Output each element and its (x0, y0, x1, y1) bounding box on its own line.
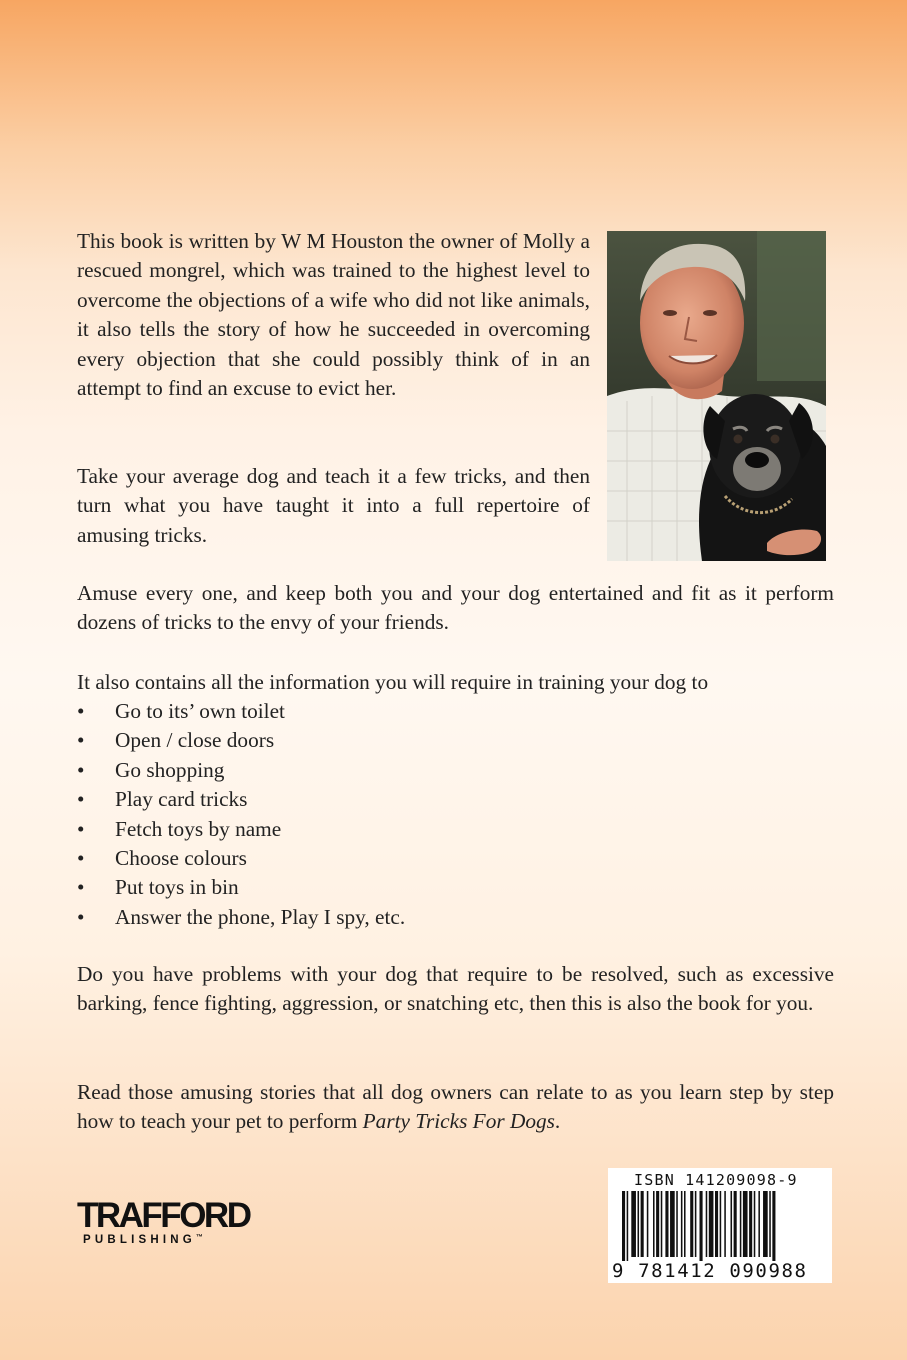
publisher-name: TRAFFORD (77, 1196, 250, 1235)
tricks-paragraph: Take your average dog and teach it a few tricks, and then turn what you have taught it into a full repertoire of amusing tricks. (77, 464, 590, 547)
trafford-publishing-logo (77, 1197, 252, 1257)
bullet-icon: • (77, 699, 85, 723)
list-item: • Go to its’ own toilet (77, 697, 405, 726)
training-list (77, 697, 405, 932)
contents-intro: It also contains all the information you will require in training your dog to (77, 670, 709, 694)
bullet-icon: • (77, 816, 85, 841)
book-title: Party Tricks For Dogs (362, 1109, 555, 1134)
list-item: • Go shopping (77, 756, 405, 785)
publisher-subtitle: PUBLISHING™ (83, 1234, 203, 1246)
bullet-icon: • (77, 787, 85, 812)
isbn-label: ISBN 141209098-9 (634, 1171, 798, 1189)
author-with-dog-photo (607, 231, 826, 561)
list-item: • Open / close doors (77, 726, 405, 755)
problems-paragraph: Do you have problems with your dog that require to be resolved, such as excessive barking, fence fighting, aggression, or snatching etc, then this is also the book for you. (77, 962, 834, 1016)
list-item: • Play card tricks (77, 785, 405, 814)
ean-number: 9 781412 090988 (612, 1260, 808, 1282)
bullet-icon: • (77, 904, 85, 929)
intro-paragraph: This book is written by W M Houston the owner of Molly a rescued mongrel, which was trained to the highest level to overcome the objections of a wife who did not like animals, it also tells the story of how he succeeded in overcoming every objection that she could possibly think of in an attempt to find an excuse to evict her. (77, 229, 590, 401)
list-item: • Answer the phone, Play I spy, etc. (77, 903, 405, 932)
bullet-icon: • (77, 875, 85, 900)
bullet-icon: • (77, 757, 85, 782)
list-item: • Put toys in bin (77, 873, 405, 902)
amuse-paragraph: Amuse every one, and keep both you and your dog entertained and fit as it perform dozens of tricks to the envy of your friends. (77, 581, 834, 635)
closing-paragraph: Read those amusing stories that all dog owners can relate to as you learn step by step how to teach your pet to perform Party Tricks For Dogs. (77, 1080, 834, 1134)
list-item: • Fetch toys by name (77, 815, 405, 844)
bullet-icon: • (77, 728, 85, 753)
list-item: • Choose colours (77, 844, 405, 873)
bullet-icon: • (77, 846, 85, 871)
isbn-barcode (608, 1168, 832, 1283)
barcode-bars-icon (622, 1191, 822, 1261)
